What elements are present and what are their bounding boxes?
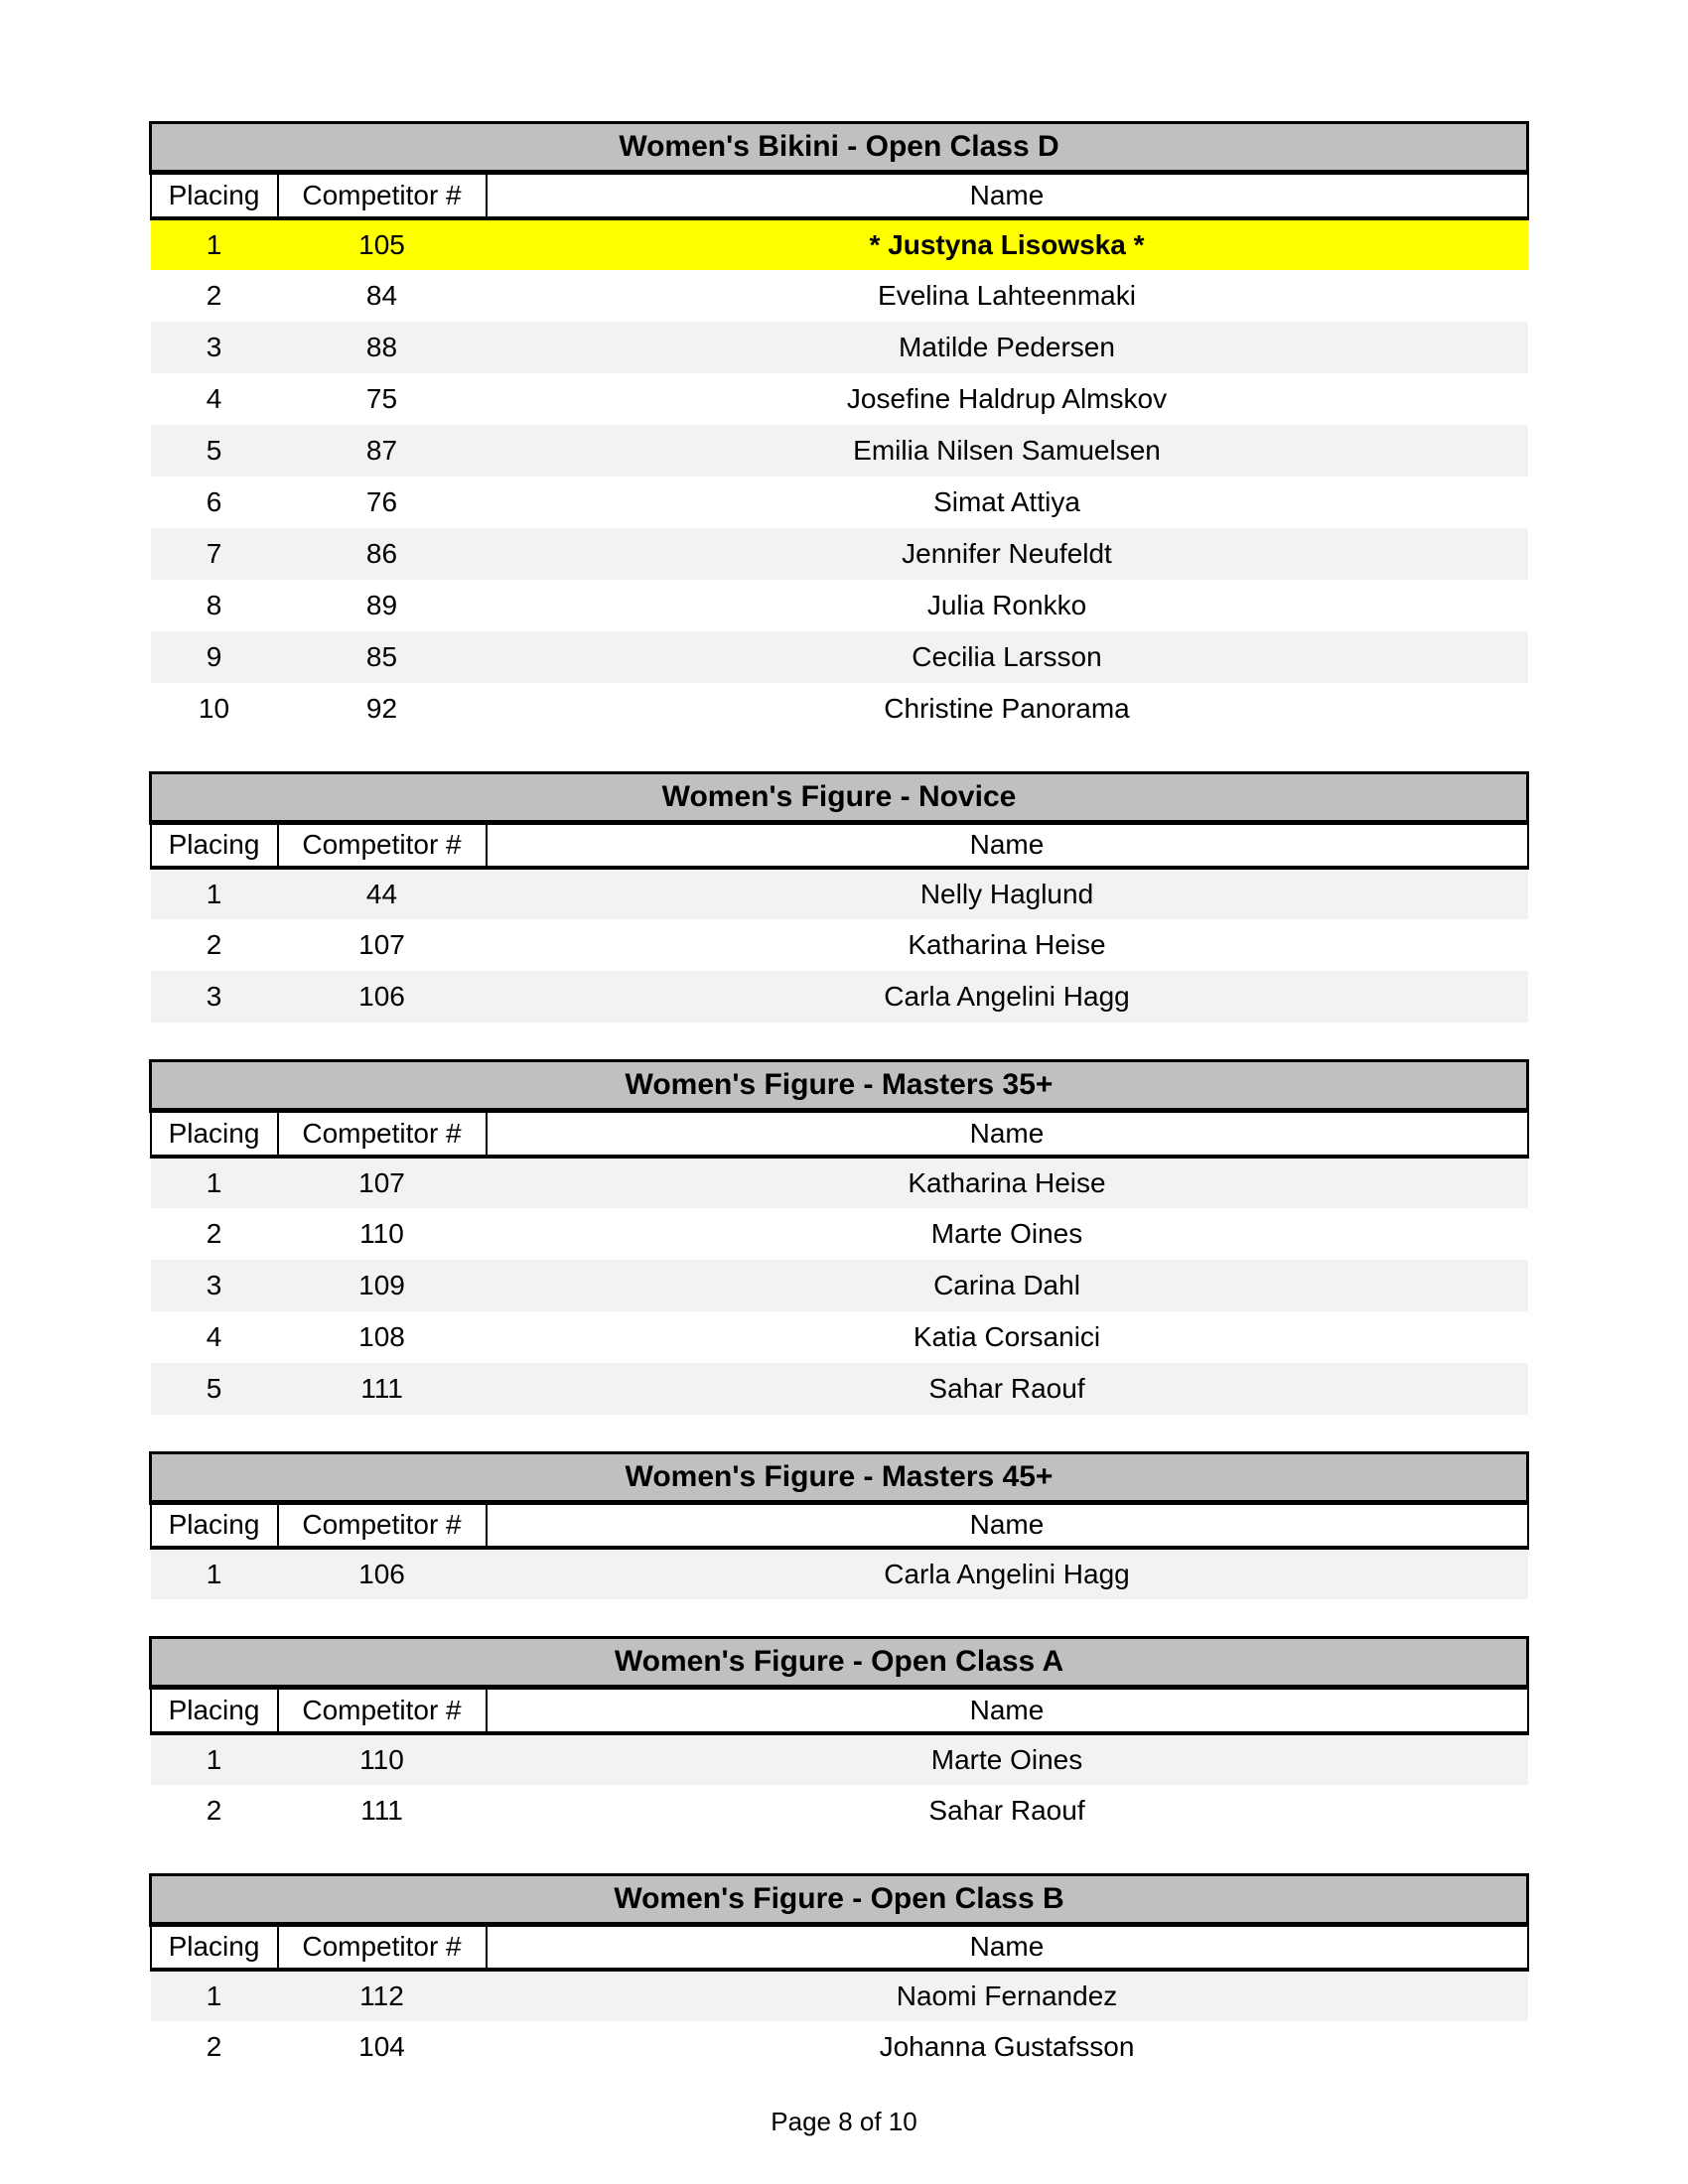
competitor-name-cell: Sahar Raouf bbox=[928, 1372, 1085, 1404]
table-header-row bbox=[151, 822, 1528, 868]
table-row bbox=[151, 1785, 1528, 1837]
results-table bbox=[149, 771, 1529, 1024]
column-header-name: Name bbox=[487, 1688, 1528, 1733]
column-header-name: Name bbox=[487, 1111, 1528, 1157]
table-title: Women's Figure - Open Class A bbox=[151, 1638, 1528, 1688]
placing-cell: 3 bbox=[206, 331, 222, 362]
column-header-competitor: Competitor # bbox=[278, 1688, 487, 1733]
column-header-placing: Placing bbox=[151, 1688, 278, 1733]
placing-cell: 2 bbox=[206, 1217, 222, 1249]
placing-cell: 5 bbox=[206, 434, 222, 466]
table-title: Women's Figure - Masters 35+ bbox=[151, 1061, 1528, 1111]
table-title: Women's Figure - Novice bbox=[151, 772, 1528, 822]
column-header-placing: Placing bbox=[151, 822, 278, 868]
column-header-competitor: Competitor # bbox=[278, 822, 487, 868]
competitor-name-cell: Cecilia Larsson bbox=[912, 640, 1102, 672]
column-header-competitor: Competitor # bbox=[278, 173, 487, 218]
table-header-row bbox=[151, 173, 1528, 218]
placing-cell: 1 bbox=[206, 1743, 222, 1775]
column-header-competitor: Competitor # bbox=[278, 1924, 487, 1970]
placing-cell: 3 bbox=[206, 1269, 222, 1300]
column-header-name: Name bbox=[487, 822, 1528, 868]
table-row bbox=[151, 1260, 1528, 1311]
table-header-row bbox=[151, 1924, 1528, 1970]
table-row bbox=[151, 1733, 1528, 1785]
results-table bbox=[149, 1873, 1529, 2074]
placing-cell: 4 bbox=[206, 382, 222, 414]
table-title: Women's Figure - Masters 45+ bbox=[151, 1452, 1528, 1502]
competitor-name-cell: Evelina Lahteenmaki bbox=[878, 279, 1136, 311]
competitor-number-cell: 112 bbox=[359, 1980, 404, 2011]
competitor-name-cell: Katia Corsanici bbox=[913, 1320, 1101, 1352]
table-row bbox=[151, 868, 1528, 919]
table-row bbox=[151, 218, 1528, 270]
placing-cell: 1 bbox=[206, 1559, 222, 1589]
table-row bbox=[151, 1970, 1528, 2021]
competitor-name-cell: Emilia Nilsen Samuelsen bbox=[853, 434, 1161, 466]
table-row bbox=[151, 1548, 1528, 1599]
competitor-name-cell: Josefine Haldrup Almskov bbox=[846, 382, 1168, 414]
competitor-number-cell: 75 bbox=[365, 382, 398, 414]
placing-cell: 1 bbox=[206, 879, 222, 909]
page-number-footer: Page 8 of 10 bbox=[771, 2107, 917, 2136]
competitor-name-cell: Marte Oines bbox=[930, 1743, 1083, 1775]
placing-cell: 7 bbox=[206, 537, 222, 569]
competitor-number-cell: 85 bbox=[365, 640, 398, 672]
table-title-row bbox=[151, 1061, 1528, 1111]
placing-cell: 5 bbox=[206, 1372, 222, 1404]
competitor-number-cell: 109 bbox=[358, 1269, 405, 1300]
table-row bbox=[151, 322, 1528, 373]
competitor-number-cell: 92 bbox=[365, 692, 398, 724]
competitor-number-cell: 76 bbox=[365, 485, 398, 517]
results-table bbox=[149, 1636, 1529, 1837]
competitor-number-cell: 110 bbox=[359, 1217, 404, 1249]
competitor-number-cell: 107 bbox=[358, 1166, 405, 1198]
competitor-name-cell: Sahar Raouf bbox=[928, 1794, 1085, 1826]
competitor-name-cell: Nelly Haglund bbox=[919, 879, 1094, 909]
table-row bbox=[151, 683, 1528, 735]
table-row bbox=[151, 1363, 1528, 1415]
table-row bbox=[151, 477, 1528, 528]
competitor-name-cell: Carina Dahl bbox=[933, 1269, 1080, 1300]
table-row bbox=[151, 1311, 1528, 1363]
competitor-name-cell: Carla Angelini Hagg bbox=[884, 1559, 1130, 1589]
table-row bbox=[151, 2021, 1528, 2073]
column-header-name: Name bbox=[487, 1924, 1528, 1970]
competitor-name-cell: Johanna Gustafsson bbox=[879, 2031, 1135, 2062]
table-row bbox=[151, 1208, 1528, 1260]
results-table bbox=[149, 121, 1529, 735]
competitor-name-cell: Jennifer Neufeldt bbox=[902, 537, 1112, 569]
competitor-number-cell: 44 bbox=[365, 879, 398, 909]
table-title-row bbox=[151, 1452, 1528, 1502]
column-header-name: Name bbox=[487, 1502, 1528, 1548]
placing-cell: 2 bbox=[206, 279, 222, 311]
column-header-competitor: Competitor # bbox=[278, 1111, 487, 1157]
column-header-placing: Placing bbox=[151, 1111, 278, 1157]
competitor-name-cell: Carla Angelini Hagg bbox=[884, 981, 1130, 1012]
competitor-number-cell: 111 bbox=[360, 1372, 403, 1404]
competitor-number-cell: 108 bbox=[358, 1320, 405, 1352]
column-header-competitor: Competitor # bbox=[278, 1502, 487, 1548]
placing-cell: 1 bbox=[206, 1166, 222, 1198]
competitor-number-cell: 110 bbox=[359, 1743, 404, 1775]
competitor-number-cell: 105 bbox=[358, 228, 405, 260]
column-header-placing: Placing bbox=[151, 173, 278, 218]
competitor-name-cell: Simat Attiya bbox=[933, 485, 1080, 517]
placing-cell: 3 bbox=[206, 981, 222, 1012]
competitor-number-cell: 84 bbox=[365, 279, 398, 311]
table-row bbox=[151, 631, 1528, 683]
column-header-placing: Placing bbox=[151, 1502, 278, 1548]
table-row bbox=[151, 425, 1528, 477]
table-title-row bbox=[151, 1874, 1528, 1924]
column-header-placing: Placing bbox=[151, 1924, 278, 1970]
competitor-number-cell: 86 bbox=[365, 537, 398, 569]
table-row bbox=[151, 528, 1528, 580]
competitor-number-cell: 106 bbox=[358, 981, 405, 1012]
competitor-number-cell: 104 bbox=[358, 2031, 405, 2062]
table-row bbox=[151, 919, 1528, 971]
placing-cell: 2 bbox=[206, 1794, 222, 1826]
table-title-row bbox=[151, 123, 1528, 173]
table-row bbox=[151, 580, 1528, 631]
placing-cell: 8 bbox=[206, 589, 222, 620]
table-row bbox=[151, 373, 1528, 425]
table-header-row bbox=[151, 1111, 1528, 1157]
table-title-row bbox=[151, 772, 1528, 822]
placing-cell: 4 bbox=[206, 1320, 222, 1352]
table-header-row bbox=[151, 1688, 1528, 1733]
results-table bbox=[149, 1059, 1529, 1415]
placing-cell: 9 bbox=[206, 640, 222, 672]
placing-cell: 2 bbox=[206, 2031, 222, 2062]
competitor-number-cell: 106 bbox=[358, 1559, 405, 1589]
competitor-number-cell: 107 bbox=[358, 929, 405, 960]
column-header-name: Name bbox=[487, 173, 1528, 218]
placing-cell: 6 bbox=[206, 485, 222, 517]
competitor-number-cell: 87 bbox=[365, 434, 398, 466]
table-row bbox=[151, 971, 1528, 1023]
competitor-name-cell: Naomi Fernandez bbox=[896, 1980, 1118, 2011]
results-tables-container bbox=[149, 121, 1529, 2110]
competitor-name-cell: * Justyna Lisowska * bbox=[869, 228, 1145, 260]
competitor-number-cell: 111 bbox=[360, 1794, 403, 1826]
table-title: Women's Figure - Open Class B bbox=[151, 1874, 1528, 1924]
table-title: Women's Bikini - Open Class D bbox=[151, 123, 1528, 173]
competitor-number-cell: 88 bbox=[365, 331, 398, 362]
placing-cell: 2 bbox=[206, 929, 222, 960]
competitor-name-cell: Katharina Heise bbox=[908, 929, 1106, 960]
competitor-name-cell: Matilde Pedersen bbox=[899, 331, 1115, 362]
placing-cell: 1 bbox=[206, 228, 222, 260]
table-title-row bbox=[151, 1638, 1528, 1688]
competitor-name-cell: Christine Panorama bbox=[884, 692, 1130, 724]
placing-cell: 1 bbox=[206, 1980, 222, 2011]
table-row bbox=[151, 270, 1528, 322]
competitor-name-cell: Katharina Heise bbox=[908, 1166, 1106, 1198]
placing-cell: 10 bbox=[198, 692, 230, 724]
competitor-name-cell: Marte Oines bbox=[930, 1217, 1083, 1249]
table-header-row bbox=[151, 1502, 1528, 1548]
competitor-name-cell: Julia Ronkko bbox=[926, 589, 1087, 620]
competitor-number-cell: 89 bbox=[365, 589, 398, 620]
table-row bbox=[151, 1157, 1528, 1208]
results-table bbox=[149, 1451, 1529, 1600]
